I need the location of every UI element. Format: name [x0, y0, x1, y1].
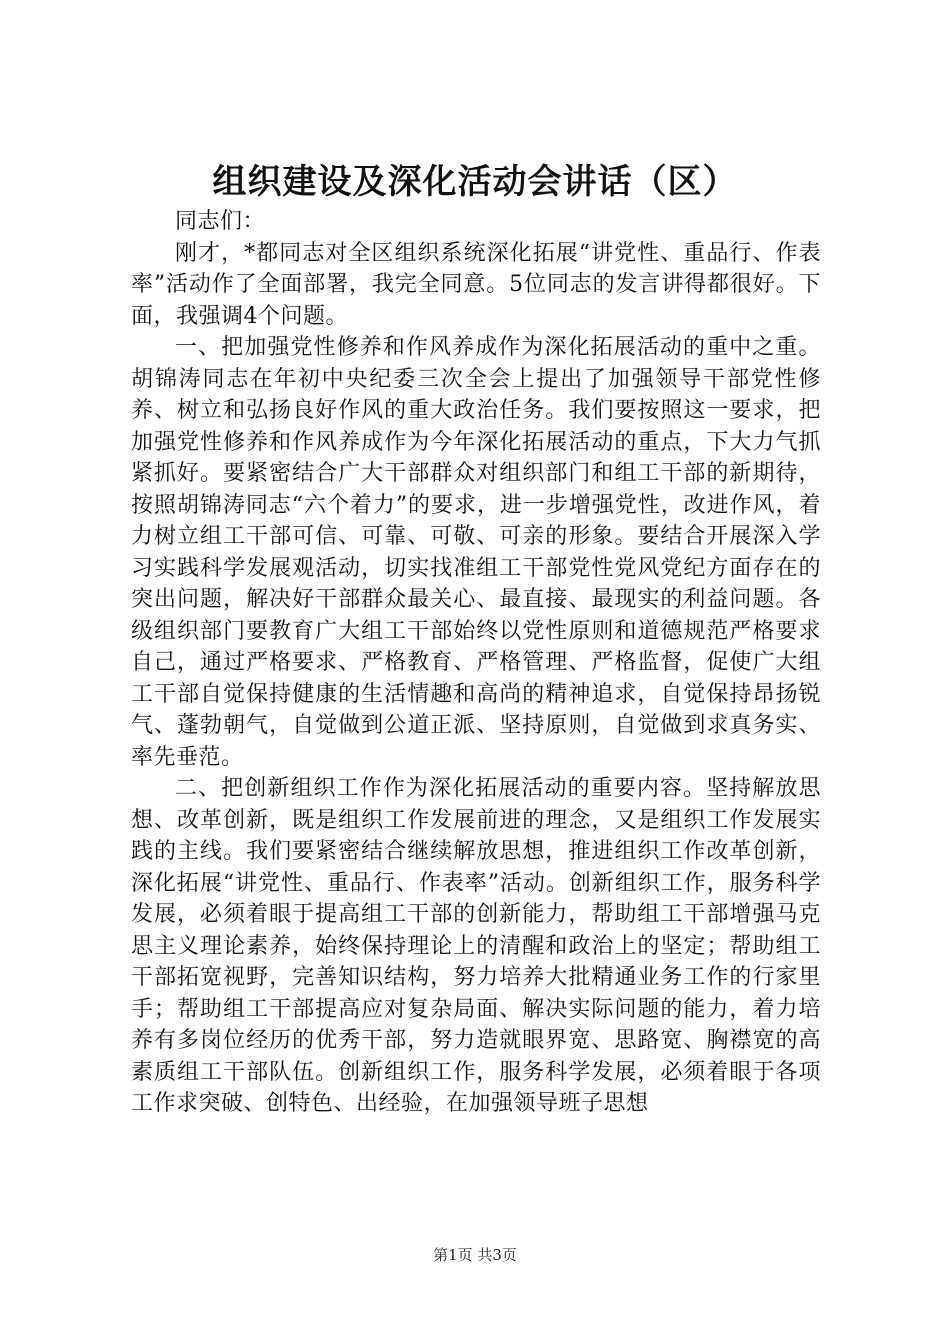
page-number-footer: 第1页 共3页: [433, 1246, 517, 1264]
paragraph-section-1: 一、把加强党性修养和作风养成作为深化拓展活动的重中之重。胡锦涛同志在年初中央纪委三次全会上提出了加强领导干部党性修养、树立和弘扬良好作风的重大政治任务。我们要按照这一要求，把加强党性修养和作风养成作为今年深化拓展活动的重点，下大力气抓紧抓好。要紧密结合广大干部群众对组织部门和组工干部的新期待，按照胡锦涛同志“六个着力”的要求，进一步增强党性，改进作风，着力树立组工干部可信、可靠、可敬、可亲的形象。要结合开展深入学习实践科学发展观活动，切实找准组工干部党性党风党纪方面存在的突出问题，解决好干部群众最关心、最直接、最现实的利益问题。各级组织部门要教育广大组工干部始终以党性原则和道德规范严格要求自己，通过严格要求、严格教育、严格管理、严格监督，促使广大组工干部自觉保持健康的生活情趣和高尚的精神追求，自觉保持昂扬锐气、蓬勃朝气，自觉做到公道正派、坚持原则，自觉做到求真务实、率先垂范。: [131, 335, 821, 770]
paragraph-intro: 刚才，*都同志对全区组织系统深化拓展“讲党性、重品行、作表率”活动作了全面部署，我完全同意。5位同志的发言讲得都很好。下面，我强调4个问题。: [131, 240, 821, 329]
document-body: [131, 206, 821, 1120]
document-title: 组织建设及深化活动会讲话（区）: [212, 162, 738, 202]
greeting: 同志们：: [175, 209, 266, 234]
paragraph-section-2: 二、把创新组织工作作为深化拓展活动的重要内容。坚持解放思想、改革创新，既是组织工作发展前进的理念，又是组织工作发展实践的主线。我们要紧密结合继续解放思想，推进组织工作改革创新，深化拓展“讲党性、重品行、作表率”活动。创新组织工作，服务科学发展，必须着眼于提高组工干部的创新能力，帮助组工干部增强马克思主义理论素养，始终保持理论上的清醒和政治上的坚定；帮助组工干部拓宽视野，完善知识结构，努力培养大批精通业务工作的行家里手；帮助组工干部提高应对复杂局面、解决实际问题的能力，着力培养有多岗位经历的优秀干部，努力造就眼界宽、思路宽、胸襟宽的高素质组工干部队伍。创新组织工作，服务科学发展，必须着眼于各项工作求突破、创特色、出经验，在加强领导班子思想: [131, 776, 821, 1116]
